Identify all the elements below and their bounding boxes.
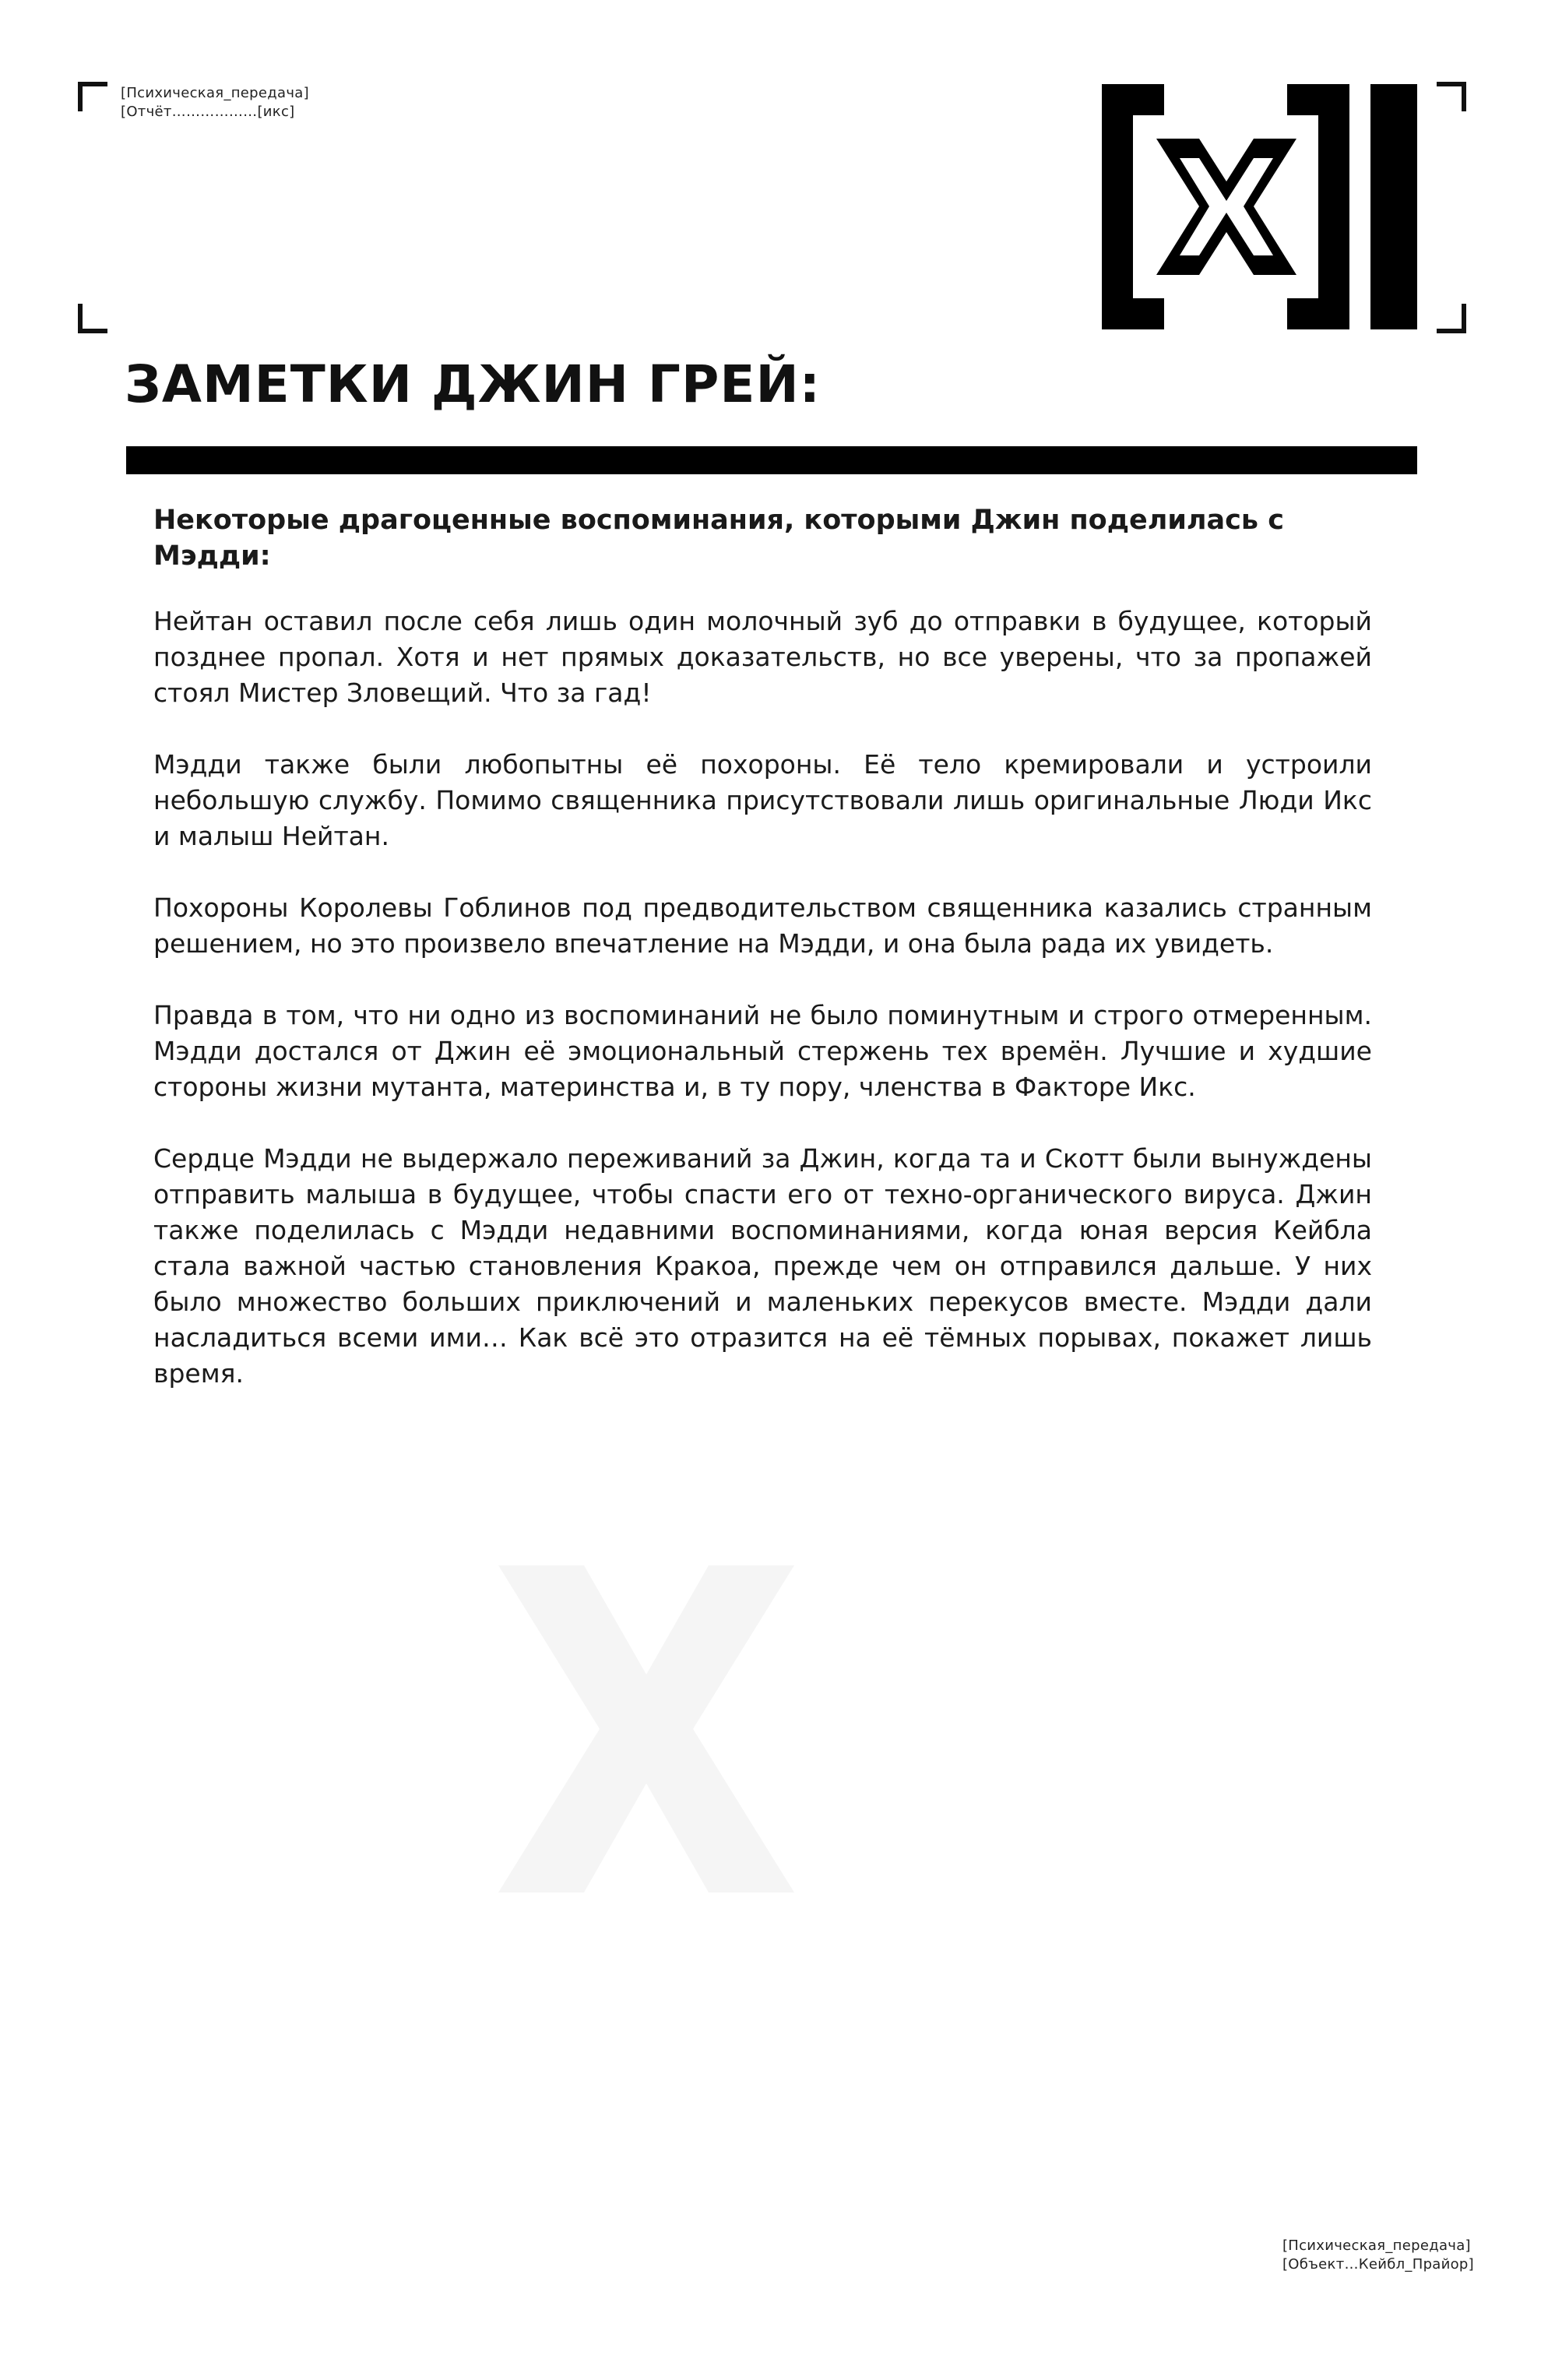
paragraph: Правда в том, что ни одно из воспоминаний не было поминутным и строго отмеренным. Мэдди достался от Джин её эмоциональный стержень тех времён. Лучшие и худшие стороны жизни мутанта, материнства и, в ту пору, членства в Факторе Икс.	[153, 1000, 1372, 1102]
page-title: ЗАМЕТКИ ДЖИН ГРЕЙ:	[125, 354, 821, 414]
x-logo-icon	[1102, 84, 1417, 329]
title-divider	[126, 446, 1417, 474]
frame-corner-bottom-right	[1437, 304, 1466, 333]
frame-corner-top-right	[1437, 82, 1466, 111]
header-tag-line2: [Отчёт………………[икс]	[121, 104, 295, 120]
header-tag-line1: [Психическая_передача]	[121, 85, 309, 101]
paragraph: Нейтан оставил после себя лишь один молочный зуб до отправки в будущее, который позднее пропал. Хотя и нет прямых доказательств, но все уверены, что за пропажей стоял Мистер Зловещий. Что за гад!	[153, 606, 1372, 708]
paragraph: Сердце Мэдди не выдержало переживаний за Джин, когда та и Скотт были вынуждены отправить малыша в будущее, чтобы спасти его от техно-органического вируса. Джин также поделилась с Мэдди недавними воспоминаниями, когда юная версия Кейбла стала важной частью становления Кракоа, прежде чем он отправился дальше. У них было множество больших приключений и маленьких перекусов вместе. Мэдди дали насладиться всеми ими… Как всё это отразится на её тёмных порывах, покажет лишь время.	[153, 1143, 1372, 1389]
frame-corner-bottom-left	[78, 304, 107, 333]
footer-tag	[1282, 2237, 1474, 2274]
notes-subtitle: Некоторые драгоценные воспоминания, которыми Джин поделилась с Мэдди:	[153, 505, 1284, 572]
notes-body	[153, 502, 1372, 1428]
header-tag	[121, 84, 309, 121]
paragraph: Похороны Королевы Гоблинов под предводительством священника казались странным решением, но это произвело впечатление на Мэдди, и она была рада их увидеть.	[153, 892, 1372, 959]
footer-tag-line1: [Психическая_передача]	[1282, 2237, 1471, 2254]
paragraph: Мэдди также были любопытны её похороны. Её тело кремировали и устроили небольшую службу. Помимо священника присутствовали лишь оригинальные Люди Икс и малыш Нейтан.	[153, 749, 1372, 851]
background-x-watermark	[467, 1565, 825, 1892]
footer-tag-line2: [Объект…Кейбл_Прайор]	[1282, 2256, 1474, 2273]
frame-corner-top-left	[78, 82, 107, 111]
